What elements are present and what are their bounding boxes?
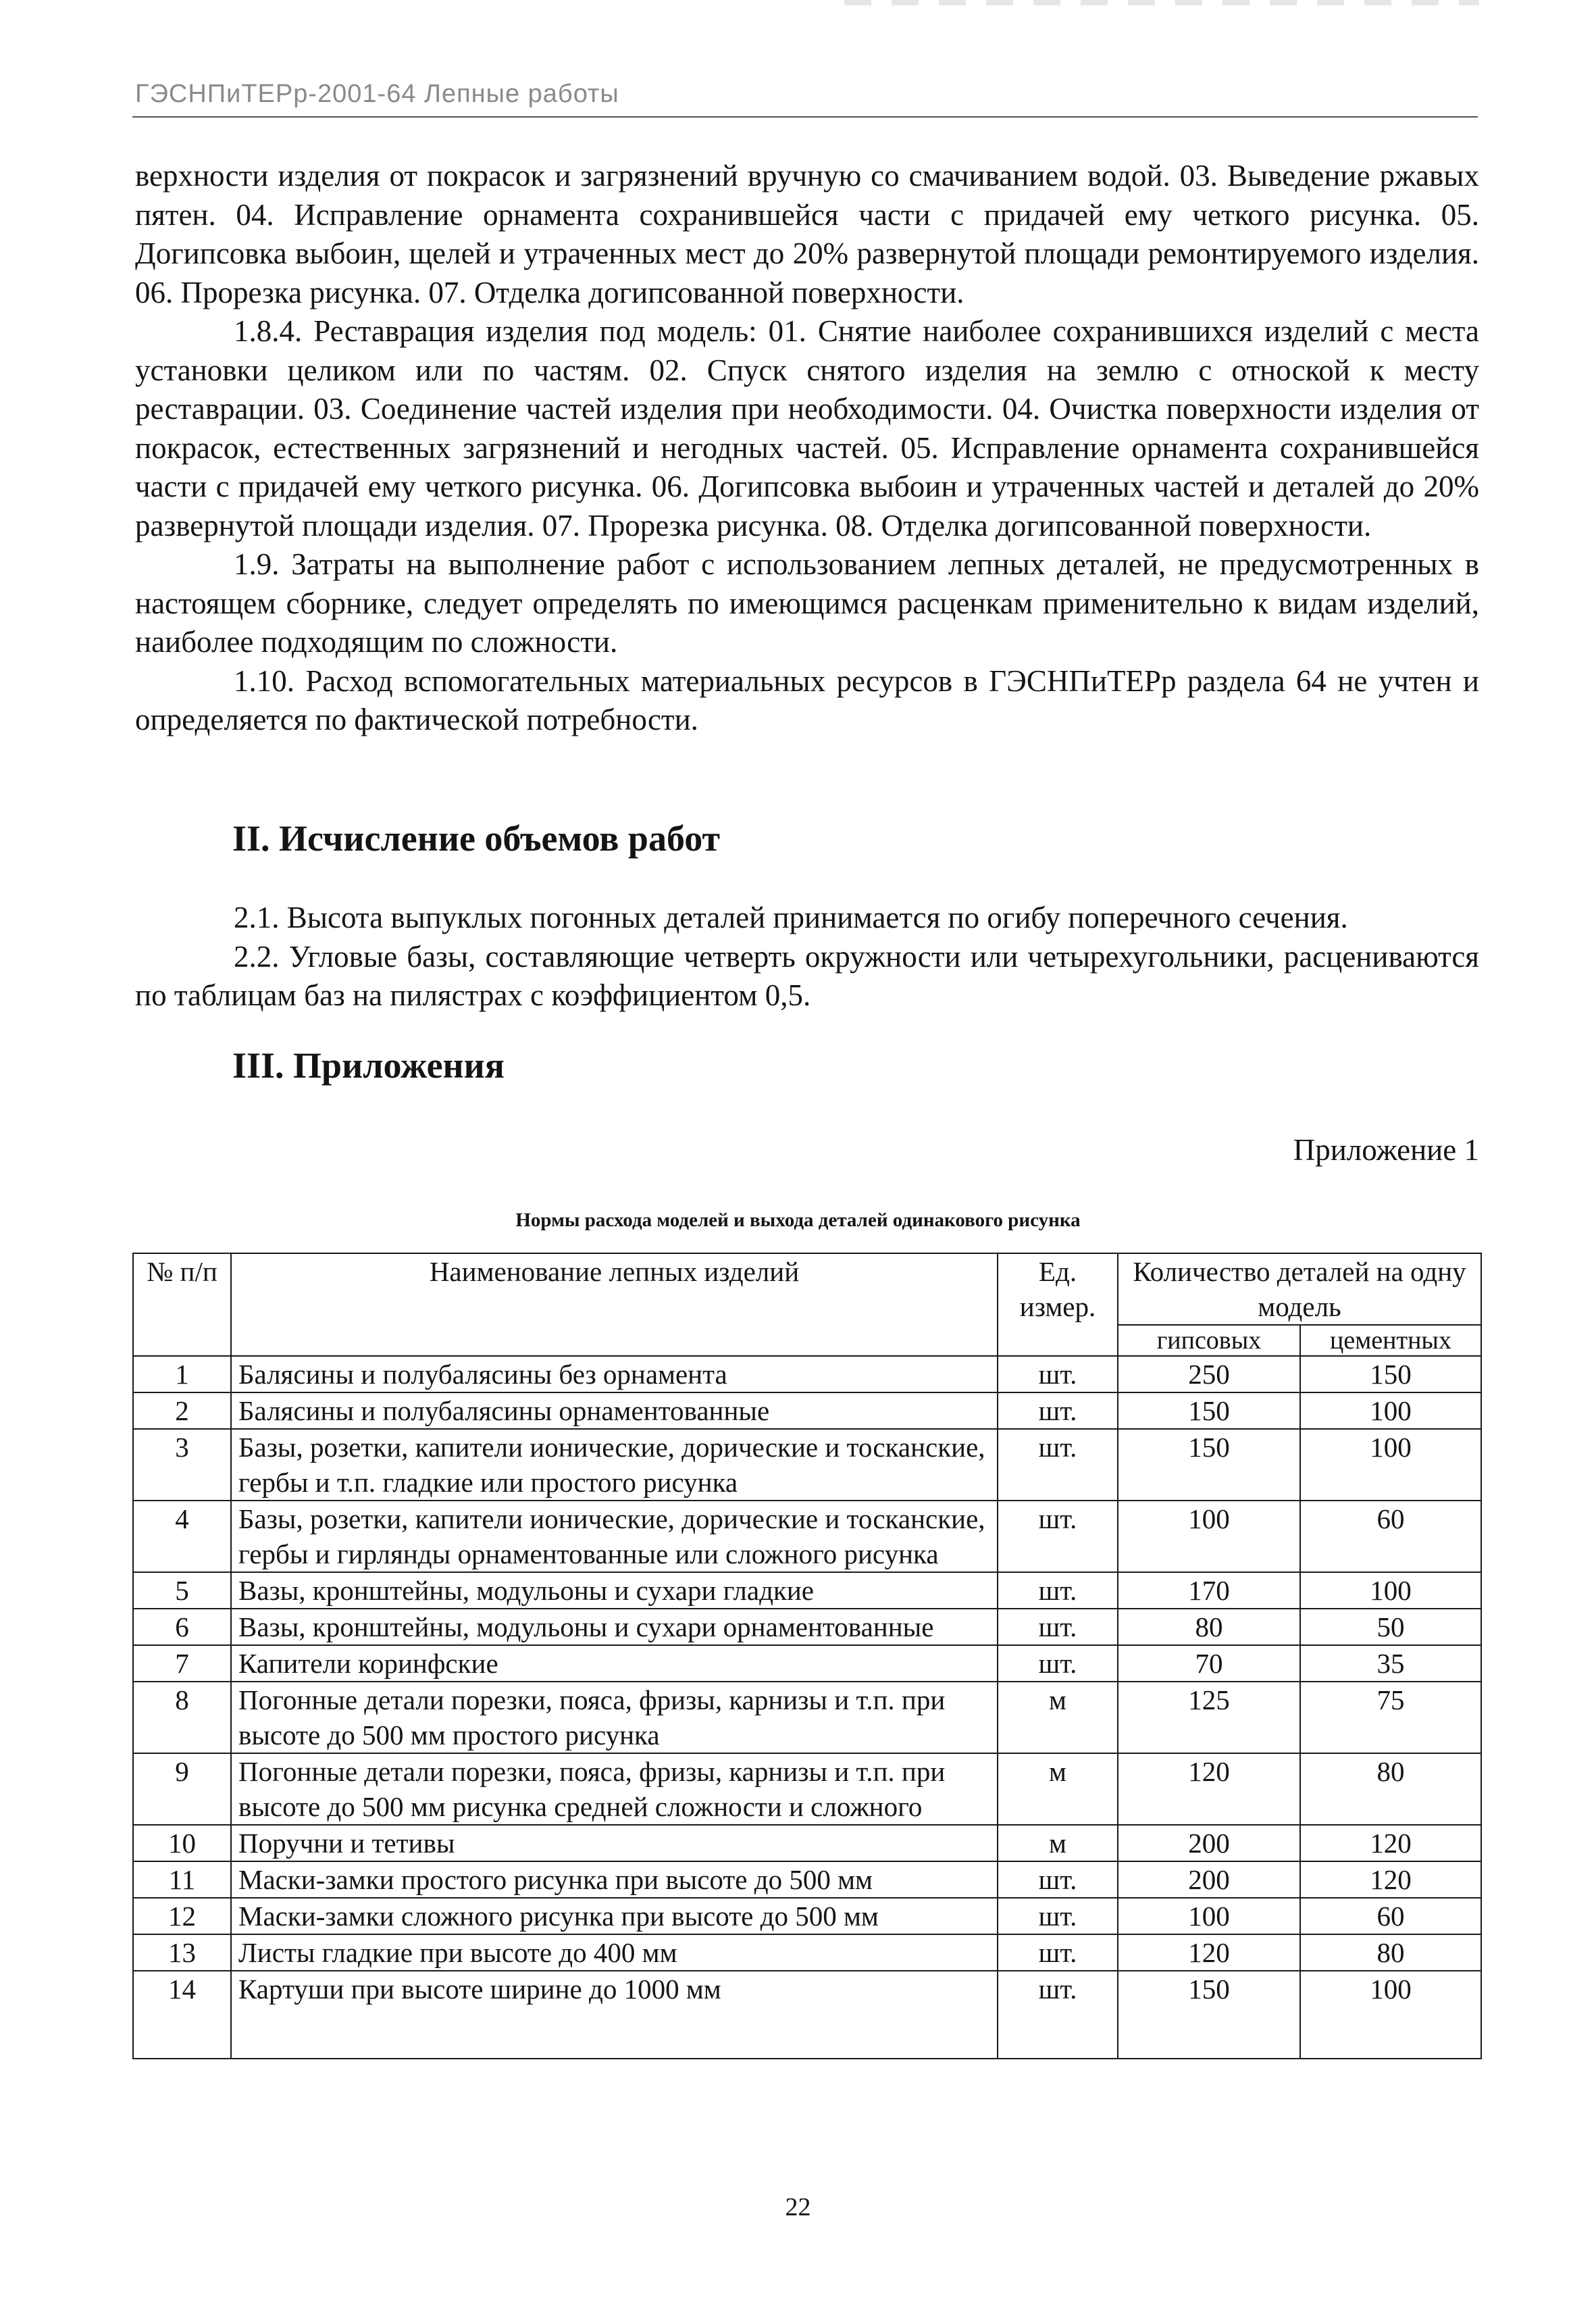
table-row [133,1682,1481,1753]
table-row [133,1501,1481,1572]
cell-unit: шт. [998,1429,1118,1501]
cell-unit: шт. [998,1861,1118,1898]
cell-unit: шт. [998,1609,1118,1645]
header-num: № п/п [133,1253,231,1356]
cell-num: 2 [133,1392,231,1429]
cell-cement: 120 [1300,1861,1481,1898]
body-text-section-1 [135,157,1479,740]
cell-name: Поручни и тетивы [231,1825,998,1861]
cell-cement: 150 [1300,1356,1481,1392]
cell-num: 12 [133,1898,231,1934]
cell-name: Картуши при высоте ширине до 1000 мм [231,1971,998,2059]
cell-gypsum: 250 [1118,1356,1300,1392]
header-name: Наименование лепных изделий [231,1253,998,1356]
body-text-section-2 [135,899,1479,1015]
table-row [133,1971,1481,2059]
cell-cement: 75 [1300,1682,1481,1753]
cell-gypsum: 200 [1118,1861,1300,1898]
cell-gypsum: 150 [1118,1392,1300,1429]
cell-num: 11 [133,1861,231,1898]
cell-num: 4 [133,1501,231,1572]
table-row [133,1753,1481,1825]
header-unit: Ед. измер. [998,1253,1118,1356]
paragraph-1-9: 1.9. Затраты на выполнение работ с использованием лепных деталей, не предусмотренных в настоящем сборнике, следует определять по имеющимся расценкам применительно к видам изделий, наиболее подходящим по сложности. [135,547,1479,659]
header-gypsum: гипсовых [1118,1325,1300,1356]
cell-num: 13 [133,1934,231,1971]
cell-cement: 35 [1300,1645,1481,1682]
cell-unit: шт. [998,1971,1118,2059]
table-row [133,1861,1481,1898]
cell-unit: шт. [998,1572,1118,1609]
section-heading-3: III. Приложения [232,1045,505,1086]
cell-name: Капители коринфские [231,1645,998,1682]
cell-num: 6 [133,1609,231,1645]
table-title: Нормы расхода моделей и выхода деталей одинакового рисунка [515,1209,1081,1231]
cell-name: Маски-замки простого рисунка при высоте до 500 мм [231,1861,998,1898]
cell-name: Базы, розетки, капители ионические, дорические и тосканские, гербы и т.п. гладкие или простого рисунка [231,1429,998,1501]
cell-cement: 50 [1300,1609,1481,1645]
cell-cement: 100 [1300,1392,1481,1429]
running-header: ГЭСНПиТЕРр-2001-64 Лепные работы [135,80,619,108]
table-row [133,1898,1481,1934]
paragraph-2-2: 2.2. Угловые базы, составляющие четверть окружности или четырехугольники, расцениваются по таблицам баз на пилястрах с коэффициентом 0,5. [135,939,1479,1012]
cell-num: 8 [133,1682,231,1753]
cell-cement: 60 [1300,1501,1481,1572]
appendix-label: Приложение 1 [1293,1133,1479,1167]
cell-gypsum: 150 [1118,1429,1300,1501]
cell-unit: шт. [998,1934,1118,1971]
cell-cement: 60 [1300,1898,1481,1934]
cell-cement: 80 [1300,1753,1481,1825]
cell-gypsum: 150 [1118,1971,1300,2059]
cell-num: 5 [133,1572,231,1609]
cell-num: 7 [133,1645,231,1682]
cell-cement: 120 [1300,1825,1481,1861]
cell-name: Вазы, кронштейны, модульоны и сухари орнаментованные [231,1609,998,1645]
cell-cement: 100 [1300,1429,1481,1501]
cell-unit: шт. [998,1356,1118,1392]
section-heading-2: II. Исчисление объемов работ [232,818,721,859]
cell-num: 14 [133,1971,231,2059]
cell-cement: 100 [1300,1572,1481,1609]
cell-name: Вазы, кронштейны, модульоны и сухари гладкие [231,1572,998,1609]
cell-name: Листы гладкие при высоте до 400 мм [231,1934,998,1971]
table-row [133,1825,1481,1861]
cell-gypsum: 80 [1118,1609,1300,1645]
cell-cement: 80 [1300,1934,1481,1971]
cell-unit: м [998,1753,1118,1825]
cell-num: 9 [133,1753,231,1825]
table-row [133,1934,1481,1971]
table-row [133,1356,1481,1392]
cell-unit: м [998,1825,1118,1861]
cell-gypsum: 200 [1118,1825,1300,1861]
table-row [133,1609,1481,1645]
norms-table [132,1253,1482,2059]
paragraph-continued: верхности изделия от покрасок и загрязнений вручную со смачиванием водой. 03. Выведение ржавых пятен. 04. Исправление орнамента сохранившейся части с придачей ему четкого рисунка. 05. Догипсовка выбоин, щелей и утраченных мест до 20% развернутой площади ремонтируемого изделия. 06. Прорезка рисунка. 07. Отделка догипсованной поверхности. [135,159,1479,309]
cell-num: 3 [133,1429,231,1501]
table-row [133,1429,1481,1501]
cell-gypsum: 120 [1118,1753,1300,1825]
scan-artifact [844,0,1479,5]
header-qty: Количество деталей на одну модель [1118,1253,1481,1325]
table-row [133,1645,1481,1682]
paragraph-2-1: 2.1. Высота выпуклых погонных деталей принимается по огибу поперечного сечения. [234,901,1348,934]
cell-gypsum: 125 [1118,1682,1300,1753]
cell-name: Погонные детали порезки, пояса, фризы, карнизы и т.п. при высоте до 500 мм рисунка средней сложности и сложного [231,1753,998,1825]
table-header-row [133,1253,1481,1325]
table-row [133,1572,1481,1609]
cell-num: 10 [133,1825,231,1861]
table-row [133,1392,1481,1429]
cell-name: Маски-замки сложного рисунка при высоте до 500 мм [231,1898,998,1934]
cell-gypsum: 70 [1118,1645,1300,1682]
paragraph-1-10: 1.10. Расход вспомогательных материальных ресурсов в ГЭСНПиТЕРр раздела 64 не учтен и определяется по фактической потребности. [135,663,1479,736]
cell-name: Балясины и полубалясины орнаментованные [231,1392,998,1429]
table-body [133,1356,1481,2059]
header-cement: цементных [1300,1325,1481,1356]
cell-gypsum: 120 [1118,1934,1300,1971]
cell-unit: шт. [998,1645,1118,1682]
cell-num: 1 [133,1356,231,1392]
cell-cement: 100 [1300,1971,1481,2059]
cell-unit: шт. [998,1392,1118,1429]
cell-gypsum: 100 [1118,1898,1300,1934]
cell-unit: шт. [998,1898,1118,1934]
cell-name: Базы, розетки, капители ионические, дорические и тосканские, гербы и гирлянды орнаментованные или сложного рисунка [231,1501,998,1572]
paragraph-1-8-4: 1.8.4. Реставрация изделия под модель: 01. Снятие наиболее сохранившихся изделий с места установки целиком или по частям. 02. Спуск снятого изделия на землю с отноской к месту реставрации. 03. Соединение частей изделия при необходимости. 04. Очистка поверхности изделия от покрасок, естественных загрязнений и негодных частей. 05. Исправление орнамента сохранившейся части с придачей ему четкого рисунка. 06. Догипсовка выбоин и утраченных частей и деталей до 20% развернутой площади изделия. 07. Прорезка рисунка. 08. Отделка догипсованной поверхности. [135,314,1479,543]
cell-name: Балясины и полубалясины без орнамента [231,1356,998,1392]
cell-unit: м [998,1682,1118,1753]
cell-unit: шт. [998,1501,1118,1572]
cell-name: Погонные детали порезки, пояса, фризы, карнизы и т.п. при высоте до 500 мм простого рисунка [231,1682,998,1753]
page-number: 22 [785,2193,811,2221]
cell-gypsum: 100 [1118,1501,1300,1572]
header-rule [132,116,1478,118]
cell-gypsum: 170 [1118,1572,1300,1609]
